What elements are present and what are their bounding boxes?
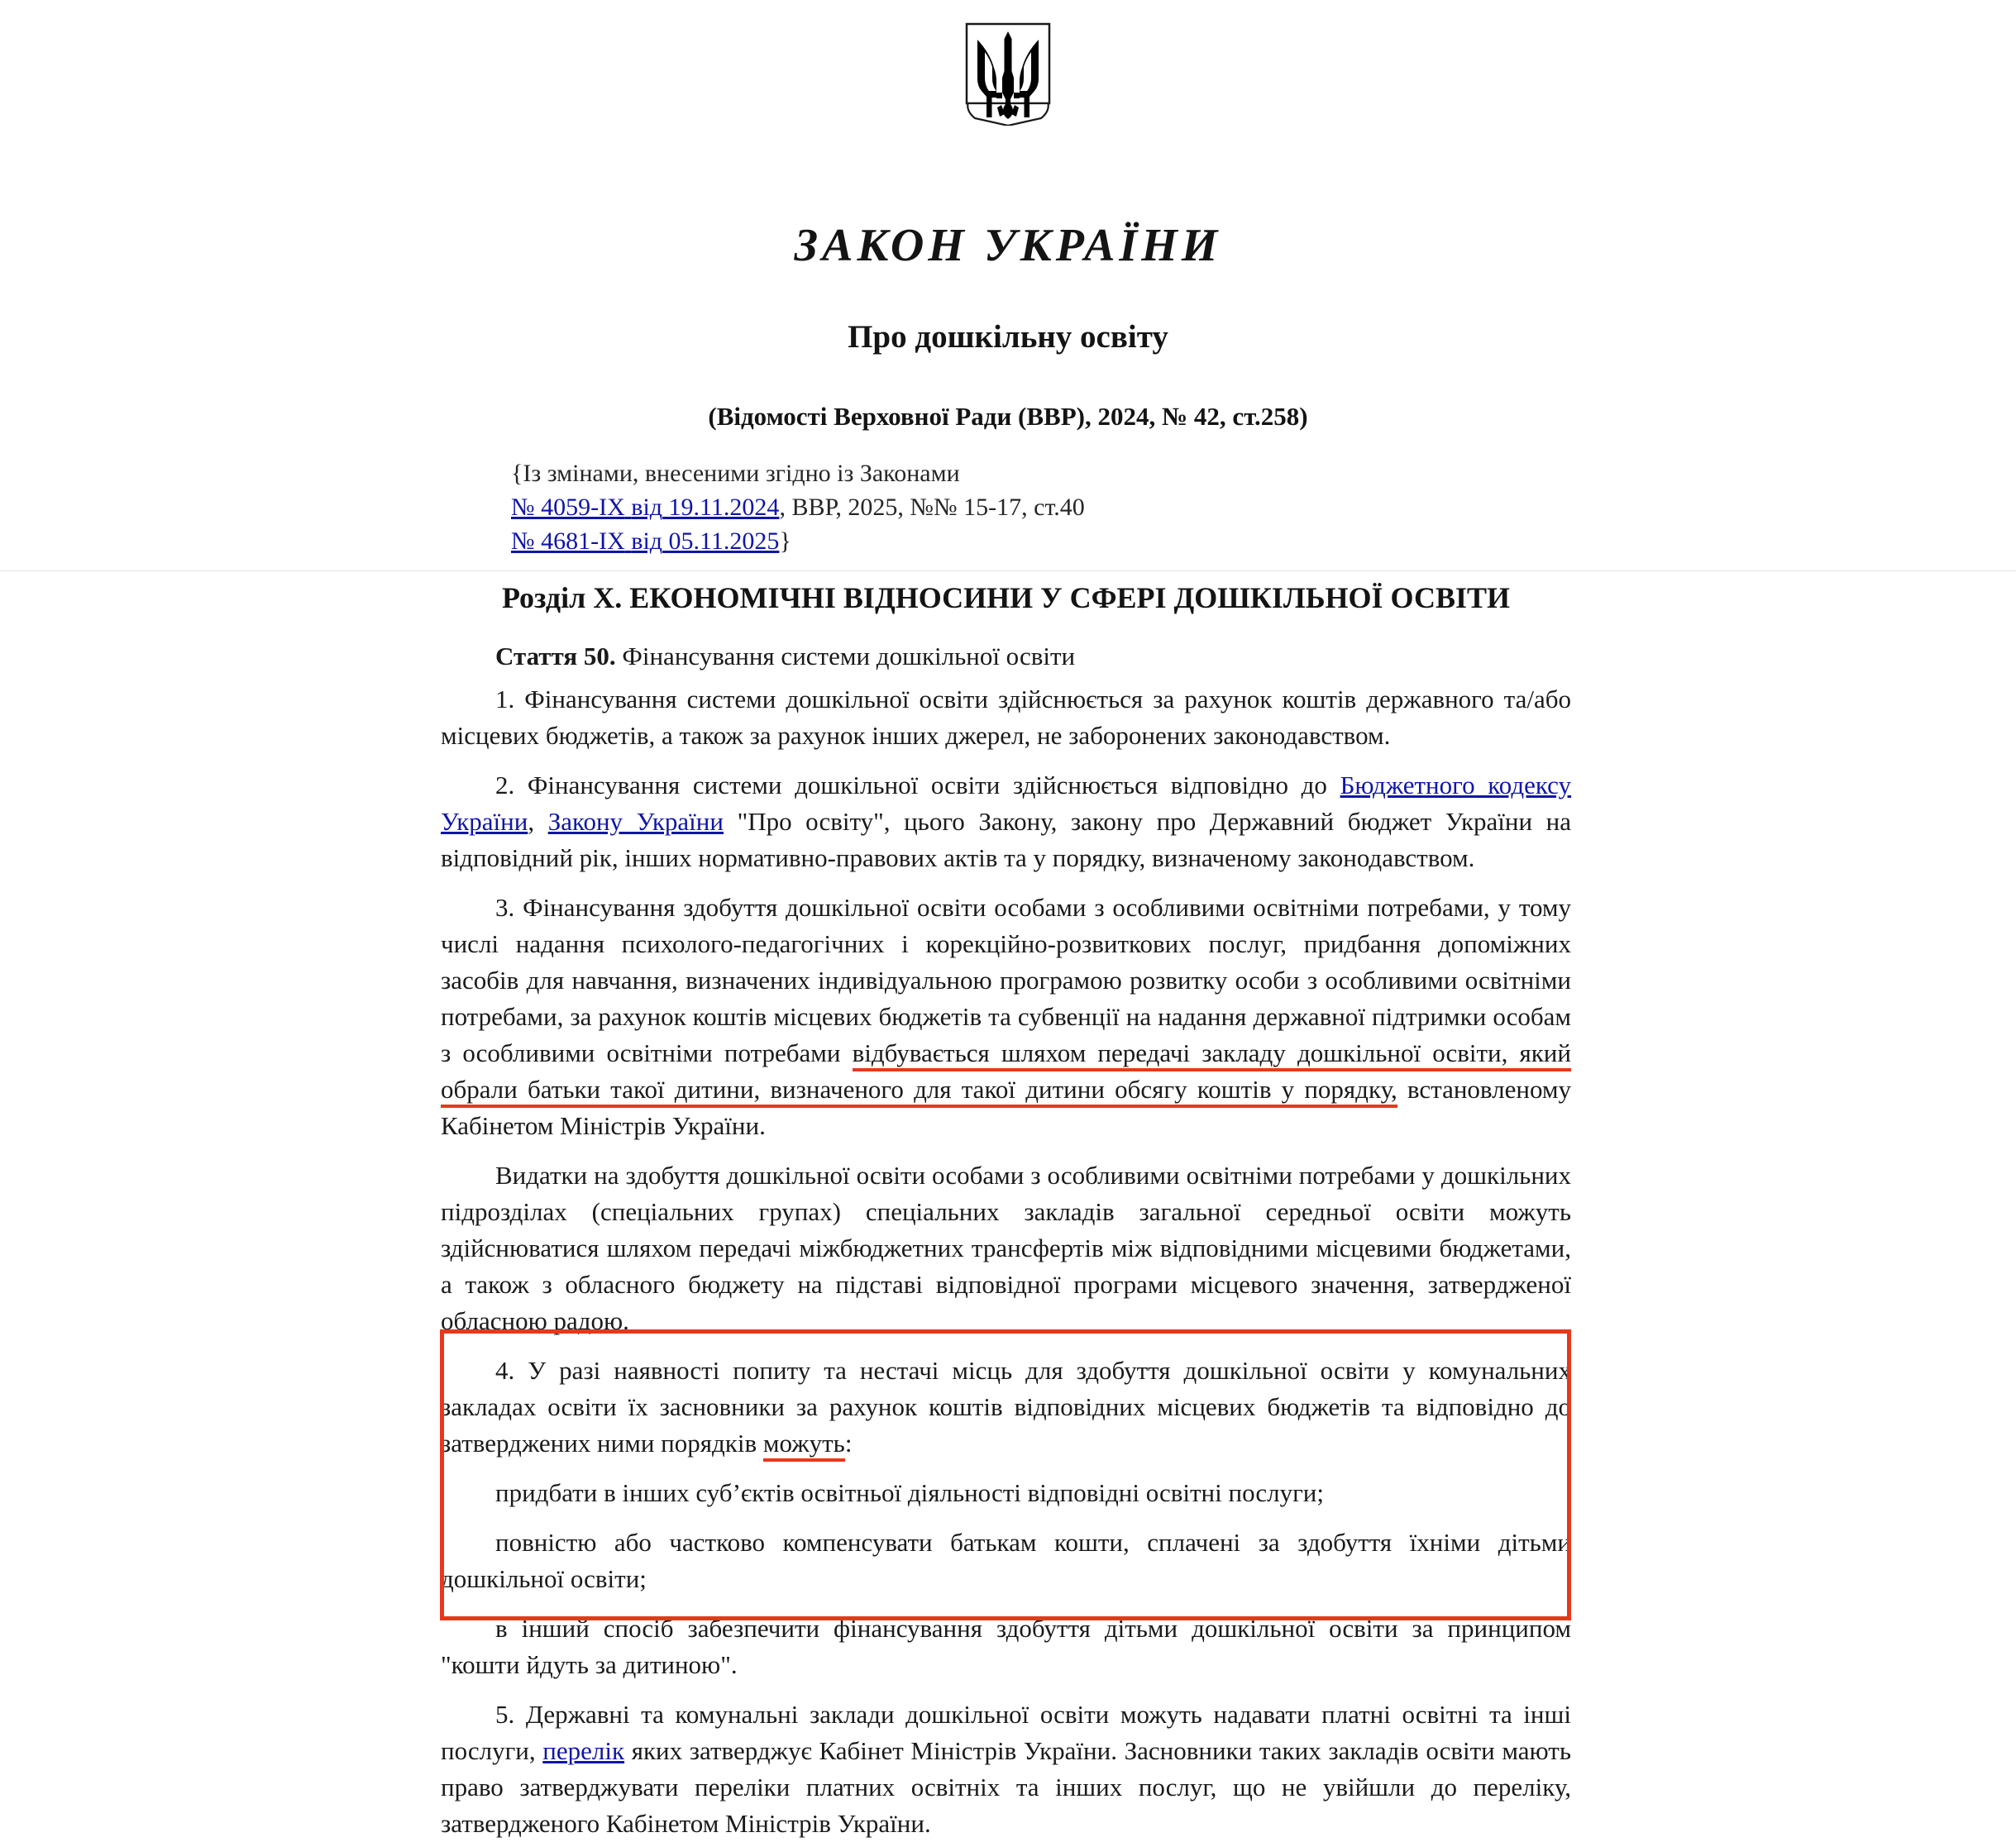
article-name: Фінансування системи дошкільної освіти xyxy=(622,642,1076,670)
paragraph-6: придбати в інших суб’єктів освітньої діяльності відповідні освітні послуги; xyxy=(495,1478,1324,1507)
amendment-row-2 xyxy=(511,524,1085,558)
amendment-tail-1: , ВВР, 2025, №№ 15-17, ст.40 xyxy=(779,494,1085,521)
paragraph-2-after: "Про освіту", цього Закону, закону про Державний бюджет України на відповідний рік, інших нормативно-правових актів та у порядку, визначеному законодавством. xyxy=(441,807,1572,872)
header-divider xyxy=(0,570,2016,571)
paragraph-1: 1. Фінансування системи дошкільної освіти здійснюється за рахунок коштів державного та/або місцевих бюджетів, а також за рахунок інших джерел, не заборонених законодавством. xyxy=(441,685,1571,750)
paragraph-9 xyxy=(441,1696,1571,1842)
law-subtitle: Про дошкільну освіту xyxy=(848,319,1168,355)
budget-code-link[interactable]: Бюджетного кодексу України xyxy=(441,771,1571,836)
amendment-link-2-date: 05.11.2025 xyxy=(668,527,780,555)
paragraph-3-red-underline: відбувається шляхом передачі закладу дошкільної освіти, який обрали батьки такої дитини, визначеного для такої дитини обсягу коштів у порядку, xyxy=(441,1038,1571,1108)
paragraph-2-mid: , xyxy=(528,807,548,836)
article-title xyxy=(441,638,1571,675)
amendment-link-2-from: від xyxy=(631,527,663,555)
paragraph-5-after: : xyxy=(844,1429,853,1458)
paragraph-2 xyxy=(441,767,1571,876)
paragraph-2-before: 2. Фінансування системи дошкільної освіти здійснюється відповідно до xyxy=(495,771,1340,799)
amendment-row-1 xyxy=(511,490,1085,524)
section-heading: Розділ X. ЕКОНОМІЧНІ ВІДНОСИНИ У СФЕРІ ДОШКІЛЬНОЇ ОСВІТИ xyxy=(501,581,1511,614)
paragraph-3-before: 3. Фінансування здобуття дошкільної освіти особами з особливими освітніми потребами, у тому числі надання психолого-педагогічних і корекційно-розвиткових послуг, придбання допоміжних засобів для навчання, визначених індивідуальною програмою розвитку особи з особливими освітніми потребами, за рахунок коштів місцевих бюджетів та субвенції на надання державної підтримки особам з особливими освітніми потребами xyxy=(441,893,1571,1067)
paragraph-3 xyxy=(441,890,1571,1144)
amendment-link-1-date: 19.11.2024 xyxy=(668,494,780,521)
paragraph-7: повністю або частково компенсувати батькам кошти, сплачені за здобуття їхніми дітьми дошкільної освіти; xyxy=(441,1528,1571,1593)
law-title: ЗАКОН УКРАЇНИ xyxy=(794,220,1222,271)
paragraph-3-after: встановленому Кабінетом Міністрів України. xyxy=(441,1075,1571,1140)
paragraph-9-before: 5. Державні та комунальні заклади дошкільної освіти можуть надавати платні освітні та інші послуги, xyxy=(441,1700,1571,1765)
article-number: Стаття 50. xyxy=(495,642,616,670)
paragraph-5-before: 4. У разі наявності попиту та нестачі місць для здобуття дошкільної освіти у комунальних закладах освіти їх засновники за рахунок коштів відповідних місцевих бюджетів та відповідно до затверджених ними порядків xyxy=(441,1356,1571,1458)
paragraph-4: Видатки на здобуття дошкільної освіти особами з особливими освітніми потребами у дошкільних підрозділах (спеціальних групах) спеціальних закладів загальної середньої освіти можуть здійснюватися шляхом передачі міжбюджетних трансфертів між відповідними місцевими бюджетами, а також з обласного бюджету на підставі відповідної програми місцевого значення, затвердженої обласною радою. xyxy=(441,1161,1571,1335)
amendment-link-2-law: № 4681-IX xyxy=(511,527,625,555)
amendments-block xyxy=(511,456,1085,558)
paragraph-8: в інший спосіб забезпечити фінансування здобуття дітьми дошкільної освіти за принципом "кошти йдуть за дитиною". xyxy=(441,1614,1571,1679)
emblem-container xyxy=(0,20,2016,126)
vvr-reference-line: (Відомості Верховної Ради (ВВР), 2024, № 42, ст.258) xyxy=(708,402,1308,431)
amendment-link-2[interactable] xyxy=(511,527,779,555)
amendment-tail-2: } xyxy=(779,527,791,555)
services-list-link[interactable]: перелік xyxy=(542,1736,625,1765)
ukraine-trident-coat-of-arms-icon xyxy=(958,20,1058,126)
amendment-link-1-law: № 4059-IX xyxy=(511,494,625,521)
paragraph-9-after: яких затверджує Кабінет Міністрів України. Засновники таких закладів освіти мають право затверджувати переліки платних освітніх та інших послуг, що не увійшли до переліку, затвердженого Кабінетом Міністрів України. xyxy=(441,1736,1571,1838)
law-of-ukraine-link[interactable]: Закону України xyxy=(547,807,724,836)
paragraph-5-red-underline: можуть xyxy=(763,1429,845,1462)
amendment-link-1-from: від xyxy=(631,494,663,521)
amendment-link-1[interactable] xyxy=(511,494,779,521)
amendments-intro: {Із змінами, внесеними згідно із Законами xyxy=(511,460,960,487)
paragraph-5 xyxy=(441,1353,1571,1462)
document-body xyxy=(441,579,1571,1842)
